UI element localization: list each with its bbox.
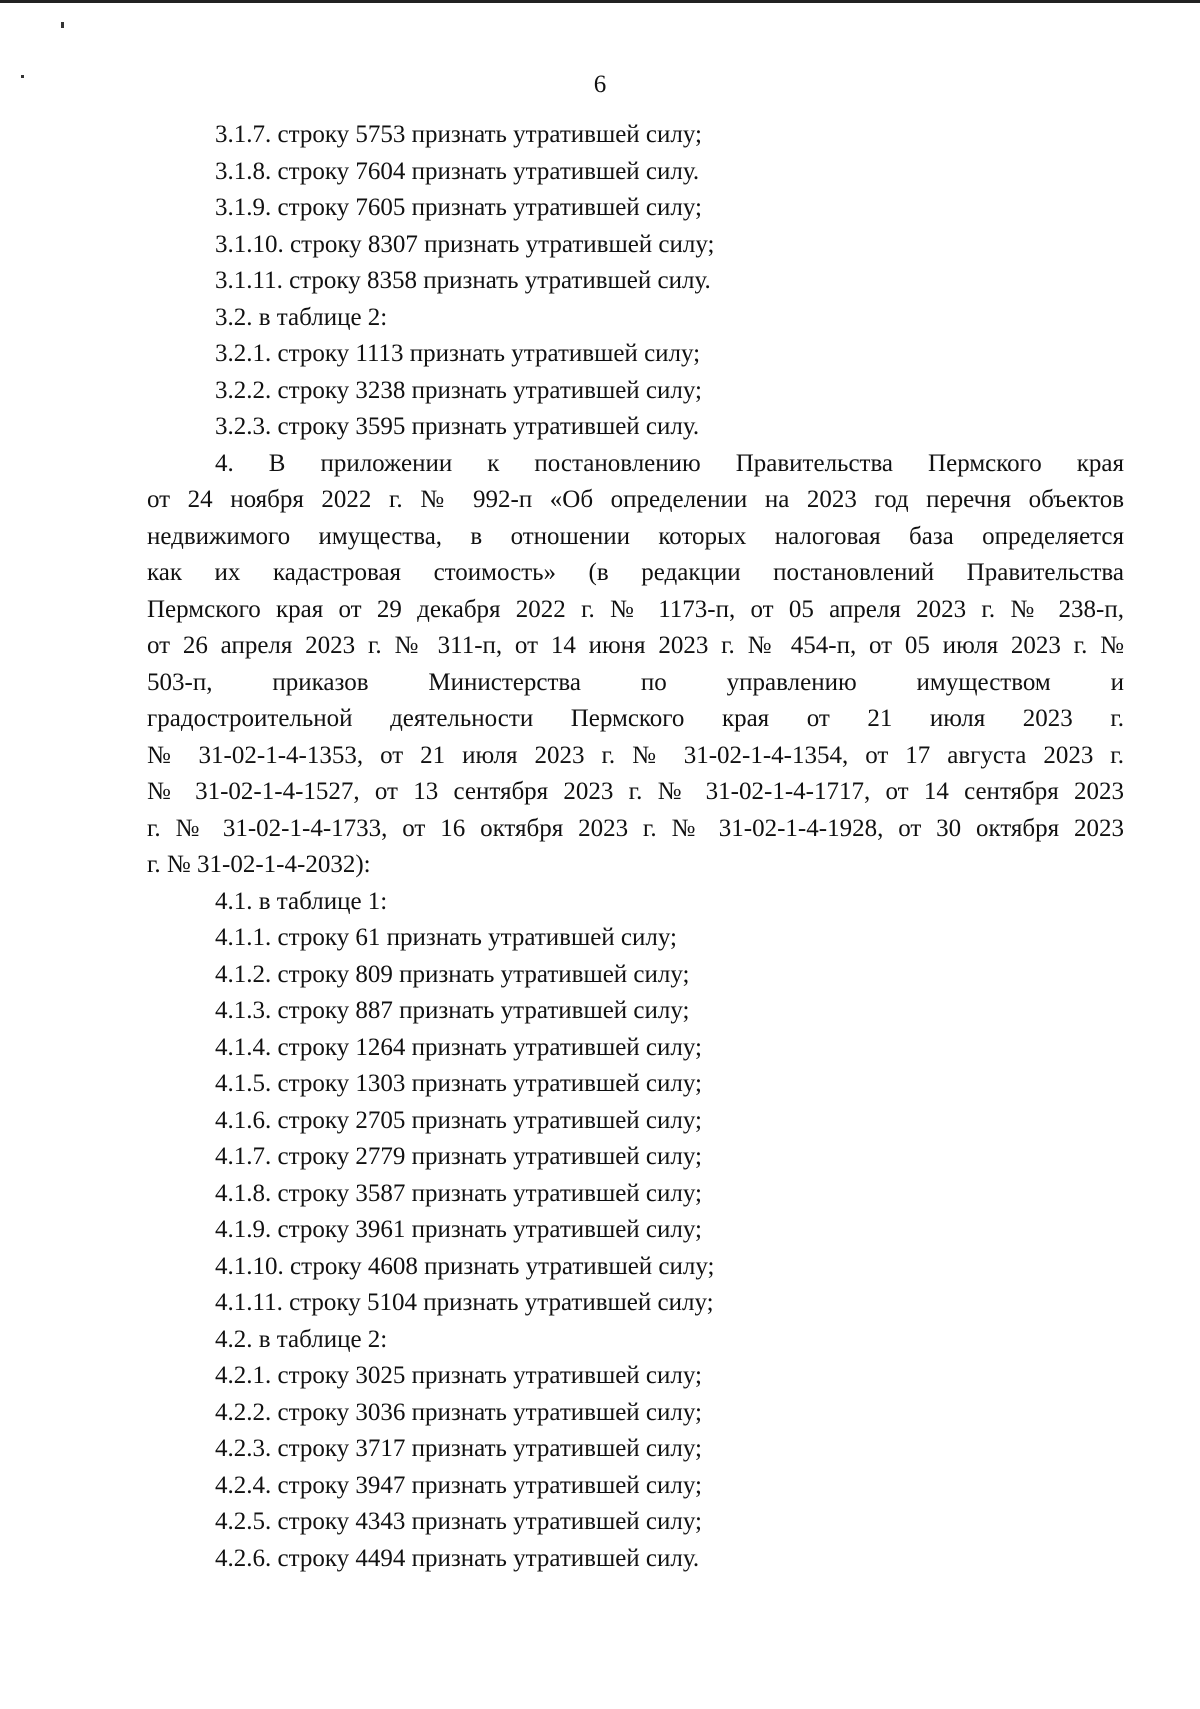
items-section-3 [147, 117, 1124, 446]
paragraph-line: 4. В приложении к постановлению Правительства Пермского края [215, 449, 1124, 477]
list-item: 4.1.1. строку 61 признать утратившей силу; [215, 924, 677, 951]
paragraph-line: г. № 31-02-1-4-1733, от 16 октября 2023 г. № 31-02-1-4-1928, от 30 октября 2023 [147, 814, 1124, 842]
list-item: 3.2. в таблице 2: [215, 303, 388, 331]
paragraph-line: № 31-02-1-4-1527, от 13 сентября 2023 г. № 31-02-1-4-1717, от 14 сентября 2023 [147, 778, 1124, 805]
page-number: 6 [593, 71, 607, 98]
list-item: 3.1.10. строку 8307 признать утратившей силу; [215, 230, 715, 258]
paragraph-4 [147, 446, 1124, 884]
list-item: 4.2.4. строку 3947 признать утратившей силу; [215, 1471, 702, 1499]
paragraph-line: от 26 апреля 2023 г. № 311-п, от 14 июня 2023 г. № 454-п, от 05 июля 2023 г. № [147, 632, 1124, 659]
list-item: 4.1.10. строку 4608 признать утратившей силу; [215, 1252, 715, 1280]
list-item: 4.1.8. строку 3587 признать утратившей силу; [215, 1179, 702, 1207]
list-item: 4.2.5. строку 4343 признать утратившей силу; [215, 1508, 702, 1535]
list-item: 4.2.1. строку 3025 признать утратившей силу; [215, 1362, 702, 1389]
list-item: 3.1.8. строку 7604 признать утратившей силу. [215, 157, 700, 185]
list-item: 4.2.6. строку 4494 признать утратившей силу. [215, 1544, 700, 1572]
document-body [147, 117, 1124, 1577]
paragraph-line: от 24 ноября 2022 г. № 992-п «Об определении на 2023 год перечня объектов [147, 486, 1124, 513]
list-item: 4.2. в таблице 2: [215, 1325, 388, 1353]
list-item: 4.1.3. строку 887 признать утратившей силу; [215, 997, 690, 1024]
scan-speck [61, 22, 64, 28]
list-item: 4.1.9. строку 3961 признать утратившей силу; [215, 1216, 702, 1243]
paragraph-line: Пермского края от 29 декабря 2022 г. № 1173-п, от 05 апреля 2023 г. № 238-п, [147, 595, 1124, 623]
list-item: 4.2.2. строку 3036 признать утратившей силу; [215, 1398, 702, 1426]
paragraph-line: недвижимого имущества, в отношении которых налоговая база определяется [147, 522, 1124, 550]
list-item: 4.1.5. строку 1303 признать утратившей силу; [215, 1070, 702, 1097]
list-item: 3.2.1. строку 1113 признать утратившей силу; [215, 340, 701, 367]
paragraph-line: № 31-02-1-4-1353, от 21 июля 2023 г. № 31-02-1-4-1354, от 17 августа 2023 г. [147, 741, 1124, 769]
list-item: 4.1.6. строку 2705 признать утратившей силу; [215, 1106, 702, 1134]
scan-top-edge [0, 0, 1200, 3]
list-item: 4.1. в таблице 1: [215, 887, 388, 915]
list-item: 4.1.7. строку 2779 признать утратившей силу; [215, 1143, 702, 1170]
list-item: 4.1.2. строку 809 признать утратившей силу; [215, 960, 690, 988]
list-item: 4.1.4. строку 1264 признать утратившей силу; [215, 1033, 702, 1061]
list-item: 3.1.7. строку 5753 признать утратившей силу; [215, 121, 702, 148]
list-item: 3.2.2. строку 3238 признать утратившей силу; [215, 376, 702, 404]
paragraph-line: г. № 31-02-1-4-2032): [147, 851, 371, 878]
paragraph-line: 503-п, приказов Министерства по управлению имуществом и [147, 668, 1124, 696]
items-section-4 [147, 884, 1124, 1578]
list-item: 4.1.11. строку 5104 признать утратившей силу; [215, 1289, 714, 1316]
paragraph-line: как их кадастровая стоимость» (в редакции постановлений Правительства [147, 559, 1124, 586]
list-item: 3.2.3. строку 3595 признать утратившей силу. [215, 413, 700, 440]
paragraph-line: градостроительной деятельности Пермского края от 21 июля 2023 г. [147, 705, 1124, 732]
list-item: 3.1.9. строку 7605 признать утратившей силу; [215, 194, 702, 221]
list-item: 3.1.11. строку 8358 признать утратившей силу. [215, 267, 711, 294]
list-item: 4.2.3. строку 3717 признать утратившей силу; [215, 1435, 702, 1462]
